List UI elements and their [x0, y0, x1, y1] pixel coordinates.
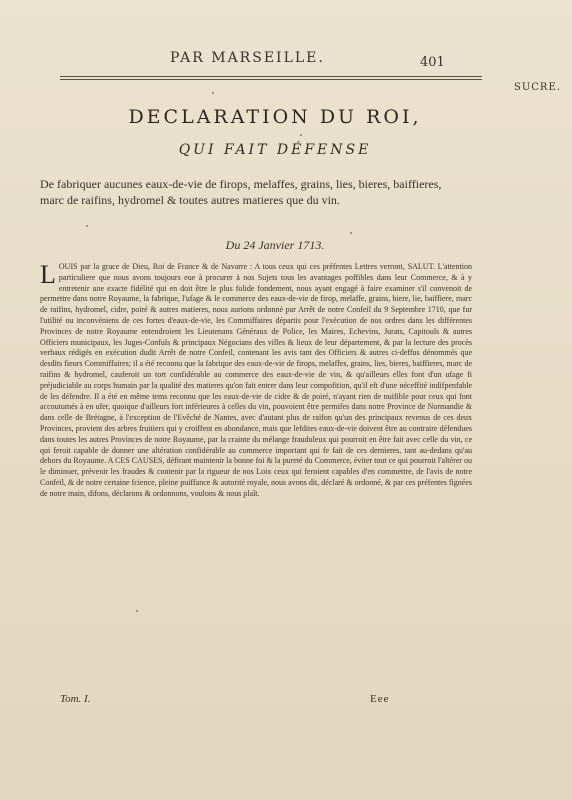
foxing-spot [212, 92, 214, 94]
foxing-spot [300, 134, 302, 136]
gathering-signature: Eee [370, 693, 390, 705]
body-text [40, 262, 472, 672]
drop-cap: L [40, 262, 56, 289]
page-number: 401 [420, 55, 445, 70]
foxing-spot [136, 610, 138, 612]
document-title: DECLARATION DU ROI, [128, 106, 422, 128]
running-head: PAR MARSEILLE. [170, 50, 325, 66]
body-paragraph: OUIS par la grace de Dieu, Roi de France & de Navarre : A tous ceux qui ces préfentes Lettres verront, SALUT. L'attention particuliere que nous avons toujours eue à procurer à nos Sujets tous les avantages poffibles dans leur Commerce, & à y entretenir une exacte fidélité qui en doit être le plus folide fondement, nous ayant engagé à faire examiner s'il convenoit de permettre dans notre Royaume, la fabrique, l'ufage & le commerce des eaux-de-vie de firop, melaffe, grains, biere, lie, baiffiere, marc de raifins, hydromel, cidre, poiré & autres matieres, nous aurions ordonné par Arrêt de notre Confeil du 9 Septembre 1710, que fur l'utilité ou inconvéniens de ces fortes d'eaux-de-vie, les Commiffaires départis pour l'exécution de nos ordres dans les différentes Provinces de notre Royaume entendroient les Lieutenans Généraux de Police, les Maires, Echevins, Jurats, Capitouls & autres Officiers municipaux, les Juges-Confuls & principaux Négocians des villes & lieux de leur département, & par la lecture des procès verbaux rédigés en exécution dudit Arrêt de notre Confeil, contenant les avis tant des Officiers & autres ci-deffus dénommés que desdits fieurs Commiffaires; il a été reconnu que la fabrique des eaux-de-vie de firops, melaffes, grains, lies, bieres, baiffieres, marc de raifins & hydromel, cauferoit un tort confidérable au commerce des eaux-de-vie de vin, & qu'ailleurs elles font d'un ufage fi préjudiciable au corps humain par la qualité des matieres qu'on fait entrer dans leur compofition, qu'il eft d'une néceffité indifpenfable de les défendre. Il a été en même tems reconnu que les eaux-de-vie de cidre & de poiré, n'ayant rien de nuifible pour ceux qui font accoutumés à en ufer, quoique d'ailleurs fort inférieures à celles du vin, pouvoient être permifes dans notre Province de Normandie & dans celle de Brétagne, à l'exception de l'Evêché de Nantes, avec d'autant plus de raifon qu'un des principaux revenus de ces deux Provinces, provient des arbres fruitiers qui y croiffent en abondance, mais que lefdites eaux-de-vie doivent être au contraire défendues dans toutes les autres Provinces de notre Royaume, par la crainte du mélange frauduleux qui pourroit en être fait avec celle du vin, ce qui feroit capable de donner une altération confidérable au commerce important qui fe fait de ces dernieres, tant au-dedans qu'au dehors du Royaume. A CES CAUSES, défirant maintenir la bonne foi & la pureté du Commerce, éviter tout ce qui pourroit l'altérer ou le diminuer, prévenir les fraudes & contenir par la rigueur de nos Loix ceux qui feroient capables d'en commettre, de l'avis de notre Confeil, & de notre certaine fcience, pleine puiffance & autorité royale, nous avons dit, déclaré & ordonné, & par ces préfentes fignées de notre main, difons, déclarons & ordonnons, voulons & nous plaît. [40, 262, 472, 498]
foxing-spot [86, 225, 88, 227]
header-rule [60, 76, 482, 77]
margin-note: SUCRE. [514, 82, 561, 93]
foxing-spot [350, 232, 352, 234]
volume-signature: Tom. I. [60, 693, 91, 705]
document-summary: De fabriquer aucunes eaux-de-vie de firops, melaffes, grains, lies, bieres, baiffieres, marc de raifins, hydromel & toutes autres matieres que du vin. [40, 177, 442, 207]
document-date: Du 24 Janvier 1713. [225, 238, 325, 252]
document-subtitle: QUI FAIT DÉFENSE [178, 142, 372, 158]
header-rule-double [60, 79, 482, 80]
